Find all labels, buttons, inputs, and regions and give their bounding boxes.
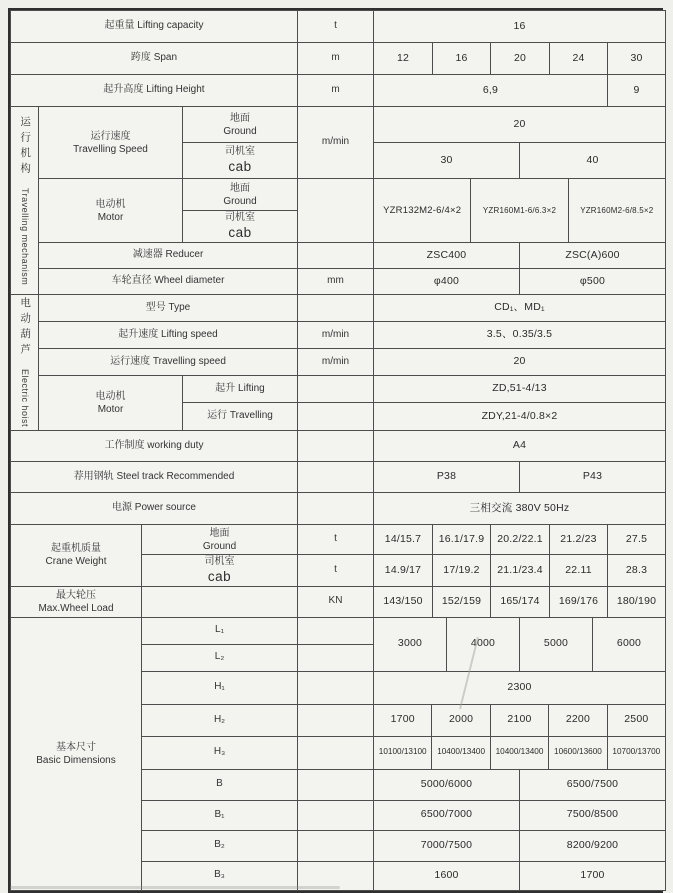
weight-cab-sublabel: 司机室 cab — [142, 555, 298, 587]
speed-cab-sublabel: 司机室 cab — [183, 143, 298, 179]
dim-b2-sublabel: B₂ — [142, 830, 298, 861]
dim-b1-sublabel: B₁ — [142, 800, 298, 830]
max-wheel-load-value-4: 180/190 — [608, 586, 666, 617]
hoist-type-value: CD₁、MD₁ — [374, 295, 666, 322]
row-lifting-capacity — [11, 11, 666, 43]
weight-ground-value-0: 14/15.7 — [374, 525, 433, 555]
steel-track-values — [374, 462, 666, 493]
dim-h3-value-3: 10600/13600 — [548, 737, 606, 769]
dim-b-value-0: 5000/6000 — [420, 777, 473, 790]
crane-weight-label: 起重机质量 Crane Weight — [11, 525, 142, 587]
weight-cab-value-4: 28.3 — [608, 555, 666, 587]
hoist-motor-lifting-sublabel: 起升 Lifting — [183, 376, 298, 403]
dim-b-unit-empty — [298, 769, 374, 800]
band-basic-dimensions — [10, 617, 666, 891]
dim-b3-sublabel: B₃ — [142, 861, 298, 890]
dim-h3-unit-empty — [298, 736, 374, 769]
wheel-diameter-unit: mm — [298, 269, 374, 295]
steel-track-value-1: P43 — [519, 462, 665, 492]
row-reducer — [11, 243, 666, 269]
dim-b3-values — [374, 861, 666, 890]
mech-motor-label: 电动机 Motor — [39, 179, 183, 243]
span-unit: m — [298, 43, 374, 75]
dim-l-value-1: 4000 — [446, 618, 519, 671]
row-speed-ground — [11, 107, 666, 143]
group-label-electric-hoist: 电动葫芦 Electric hoist — [19, 297, 32, 428]
dim-b-sublabel: B — [142, 769, 298, 800]
dim-h2-value-2: 2100 — [490, 705, 548, 736]
dim-b3-value-1: 1700 — [519, 862, 665, 890]
weight-ground-value-1: 16.1/17.9 — [433, 525, 491, 555]
power-source-value: 三相交流 380V 50Hz — [374, 493, 666, 525]
band-electric-hoist — [10, 294, 666, 431]
basic-dimensions-label: 基本尺寸 Basic Dimensions — [11, 617, 142, 890]
speed-cab-values — [374, 143, 666, 179]
row-lifting-height — [11, 75, 666, 107]
row-hoist-type — [11, 295, 666, 322]
max-wheel-load-label: 最大轮压 Max.Wheel Load — [11, 586, 142, 617]
row-power-source — [11, 493, 666, 525]
working-duty-value: A4 — [374, 431, 666, 462]
span-value-2: 20 — [491, 43, 550, 75]
travelling-speed-unit: m/min — [298, 107, 374, 179]
group-electric-hoist — [11, 295, 39, 431]
dim-b1-unit-empty — [298, 800, 374, 830]
hoist-motor-travelling-unit-empty — [298, 403, 374, 431]
lifting-height-value-main: 6,9 — [374, 75, 608, 107]
mech-motor-value-2: YZR160M2-6/8.5×2 — [568, 179, 665, 242]
weight-cab-value-1: 17/19.2 — [433, 555, 491, 587]
dim-h2-unit-empty — [298, 704, 374, 736]
hoist-travelling-speed-value: 20 — [374, 349, 666, 376]
weight-cab-value-3: 22.11 — [550, 555, 608, 587]
row-dim-l1 — [11, 617, 666, 644]
lifting-capacity-value: 16 — [374, 11, 666, 43]
dim-h2-value-0: 1700 — [390, 713, 415, 726]
dim-h3-sublabel: H₃ — [142, 736, 298, 769]
weight-cab-value-2: 21.1/23.4 — [491, 555, 550, 587]
lifting-height-value-30m: 9 — [608, 75, 666, 107]
reducer-label: 减速器 Reducer — [39, 243, 298, 269]
dim-l1-unit-empty — [298, 617, 374, 644]
weight-ground-sublabel: 地面 Ground — [142, 525, 298, 555]
speed-cab-value-0: 30 — [440, 153, 453, 166]
dim-h1-value: 2300 — [374, 671, 666, 704]
dim-h2-value-3: 2200 — [548, 705, 606, 736]
row-steel-track — [11, 462, 666, 493]
dim-b2-values — [374, 830, 666, 861]
power-source-unit-empty — [298, 493, 374, 525]
span-value-1: 16 — [433, 43, 491, 75]
weight-ground-unit: t — [298, 525, 374, 555]
hoist-travelling-speed-unit: m/min — [298, 349, 374, 376]
working-duty-label: 工作制度 working duty — [11, 431, 298, 462]
row-wheel-diameter — [11, 269, 666, 295]
lifting-capacity-label: 起重量 Lifting capacity — [11, 11, 298, 43]
band-weight — [10, 524, 666, 618]
speed-ground-sublabel: 地面 Ground — [183, 107, 298, 143]
span-value-4: 30 — [608, 43, 666, 75]
reducer-value-0: ZSC400 — [426, 248, 467, 261]
dim-h3-value-2: 10400/13400 — [490, 737, 548, 769]
weight-cab-value-0: 14.9/17 — [374, 555, 433, 587]
mech-motor-values — [374, 179, 666, 243]
span-value-3: 24 — [550, 43, 608, 75]
dim-l-value-0: 3000 — [397, 637, 423, 650]
dim-h1-sublabel: H₁ — [142, 671, 298, 704]
dim-b1-value-1: 7500/8500 — [519, 801, 665, 830]
dim-h3-value-1: 10400/13400 — [431, 737, 489, 769]
max-wheel-load-sub-empty — [142, 586, 298, 617]
row-hoist-lifting-speed — [11, 322, 666, 349]
band-top — [10, 10, 666, 107]
steel-track-label: 荐用钢轨 Steel track Recommended — [11, 462, 298, 493]
max-wheel-load-value-1: 152/159 — [433, 586, 491, 617]
mech-motor-ground-sublabel: 地面 Ground — [183, 179, 298, 211]
hoist-type-unit-empty — [298, 295, 374, 322]
reducer-values — [374, 243, 666, 269]
power-source-label: 电源 Power source — [11, 493, 298, 525]
lifting-height-unit: m — [298, 75, 374, 107]
weight-ground-value-4: 27.5 — [608, 525, 666, 555]
dim-h2-value-1: 2000 — [431, 705, 489, 736]
max-wheel-load-unit: KN — [298, 586, 374, 617]
speed-ground-value: 20 — [374, 107, 666, 143]
dim-h3-values — [374, 736, 666, 769]
crane-spec-table — [8, 8, 663, 893]
steel-track-value-0: P38 — [436, 470, 457, 483]
group-travelling-mechanism — [11, 107, 39, 295]
wheel-diameter-values — [374, 269, 666, 295]
hoist-motor-travelling-sublabel: 运行 Travelling — [183, 403, 298, 431]
working-duty-unit-empty — [298, 431, 374, 462]
row-hoist-motor-lifting — [11, 376, 666, 403]
travelling-speed-label: 运行速度 Travelling Speed — [39, 107, 183, 179]
reducer-unit-empty — [298, 243, 374, 269]
weight-ground-value-2: 20.2/22.1 — [491, 525, 550, 555]
max-wheel-load-value-2: 165/174 — [491, 586, 550, 617]
max-wheel-load-value-3: 169/176 — [550, 586, 608, 617]
wheel-diameter-label: 车轮直径 Wheel diameter — [39, 269, 298, 295]
hoist-lifting-speed-unit: m/min — [298, 322, 374, 349]
dim-b3-unit-empty — [298, 861, 374, 890]
dim-h2-sublabel: H₂ — [142, 704, 298, 736]
dim-h3-value-0: 10100/13100 — [378, 747, 427, 757]
dim-h2-value-4: 2500 — [607, 705, 665, 736]
max-wheel-load-value-0: 143/150 — [374, 586, 433, 617]
mech-motor-unit-empty — [298, 179, 374, 243]
row-working-duty — [11, 431, 666, 462]
dim-b2-value-0: 7000/7500 — [420, 838, 473, 851]
hoist-type-label: 型号 Type — [39, 295, 298, 322]
hoist-motor-lifting-unit-empty — [298, 376, 374, 403]
wheel-diameter-value-0: φ400 — [433, 274, 460, 287]
lifting-height-label: 起升高度 Lifting Height — [11, 75, 298, 107]
hoist-motor-lifting-value: ZD,51-4/13 — [374, 376, 666, 403]
dim-l1-sublabel: L₁ — [142, 617, 298, 644]
wheel-diameter-value-1: φ500 — [519, 269, 665, 294]
dim-b-values — [374, 769, 666, 800]
weight-ground-value-3: 21.2/23 — [550, 525, 608, 555]
row-span — [11, 43, 666, 75]
row-max-wheel-load — [11, 586, 666, 617]
lifting-capacity-unit: t — [298, 11, 374, 43]
dim-b3-value-0: 1600 — [434, 868, 459, 881]
band-travelling-mechanism — [10, 106, 666, 295]
dim-l-value-3: 6000 — [592, 618, 665, 671]
span-value-0: 12 — [374, 43, 433, 75]
dim-b1-value-0: 6500/7000 — [420, 808, 473, 821]
row-weight-ground — [11, 525, 666, 555]
row-hoist-travelling-speed — [11, 349, 666, 376]
dim-l-value-2: 5000 — [519, 618, 592, 671]
dim-l2-unit-empty — [298, 644, 374, 671]
hoist-motor-label: 电动机 Motor — [39, 376, 183, 431]
hoist-lifting-speed-label: 起升速度 Lifting speed — [39, 322, 298, 349]
dim-b2-unit-empty — [298, 830, 374, 861]
dim-b1-values — [374, 800, 666, 830]
reducer-value-1: ZSC(A)600 — [519, 243, 665, 268]
hoist-travelling-speed-label: 运行速度 Travelling speed — [39, 349, 298, 376]
mech-motor-cab-sublabel: 司机室 cab — [183, 211, 298, 243]
dim-l2-sublabel: L₂ — [142, 644, 298, 671]
dim-h3-value-4: 10700/13700 — [607, 737, 665, 769]
dim-h1-unit-empty — [298, 671, 374, 704]
mech-motor-value-0: YZR132M2-6/4×2 — [383, 204, 462, 216]
hoist-lifting-speed-value: 3.5、0.35/3.5 — [374, 322, 666, 349]
group-label-travelling-mechanism: 运行机构 Travelling mechanism — [19, 115, 32, 286]
steel-track-unit-empty — [298, 462, 374, 493]
band-general — [10, 430, 666, 525]
row-mech-motor-ground — [11, 179, 666, 211]
mech-motor-value-1: YZR160M1-6/6.3×2 — [470, 179, 567, 242]
speed-cab-value-1: 40 — [519, 143, 665, 178]
dim-h2-values — [374, 704, 666, 736]
dim-l-values — [374, 617, 666, 671]
span-label: 跨度 Span — [11, 43, 298, 75]
hoist-motor-travelling-value: ZDY,21-4/0.8×2 — [374, 403, 666, 431]
weight-cab-unit: t — [298, 555, 374, 587]
dim-b2-value-1: 8200/9200 — [519, 831, 665, 861]
dim-b-value-1: 6500/7500 — [519, 770, 665, 800]
